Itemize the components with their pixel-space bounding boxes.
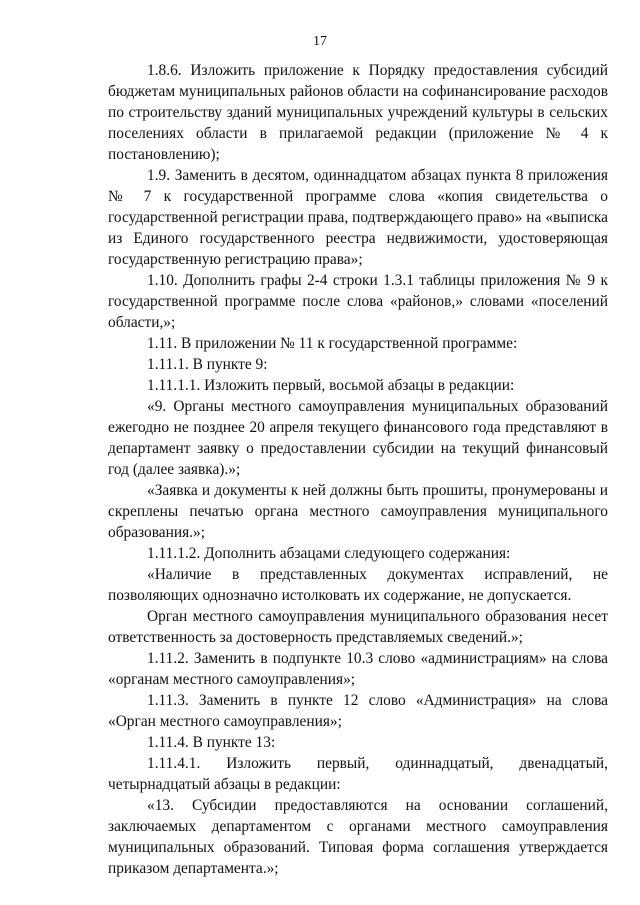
paragraph-1-9: 1.9. Заменить в десятом, одиннадцатом абзацах пункта 8 приложения № 7 к государственной программе слова «копия свидетельства о государственной регистрации права, подтверждающего право» на «выписка из Единого государственного реестра недвижимости, удостоверяющая государственную регистрацию права»; <box>108 167 608 268</box>
paragraph-1-11-4-1: 1.11.4.1. Изложить первый, одиннадцатый, двенадцатый, четырнадцатый абзацы в редакции: <box>108 755 608 793</box>
quote-item-9: «9. Органы местного самоуправления муниципальных образований ежегодно не позднее 20 апреля текущего финансового года представляют в департамент заявку о предоставлении субсидии на текущий финансовый год (далее заявка).»; <box>108 398 608 478</box>
paragraph-1-11-3: 1.11.3. Заменить в пункте 12 слово «Администрация» на слова «Орган местного самоуправления»; <box>108 692 608 730</box>
document-body <box>108 60 608 879</box>
paragraph-1-11-1-1: 1.11.1.1. Изложить первый, восьмой абзацы в редакции: <box>147 377 515 394</box>
paragraph-1-10: 1.10. Дополнить графы 2-4 строки 1.3.1 таблицы приложения № 9 к государственной программе после слова «районов,» словами «поселений области,»; <box>108 272 608 331</box>
quote-application-docs: «Заявка и документы к ней должны быть прошиты, пронумерованы и скреплены печатью органа местного самоуправления муниципального образования.»; <box>108 482 608 541</box>
quote-responsibility: Орган местного самоуправления муниципального образования несет ответственность за достоверность представляемых сведений.»; <box>108 608 608 646</box>
paragraph-1-11-1-2: 1.11.1.2. Дополнить абзацами следующего содержания: <box>147 545 511 562</box>
page-number: 17 <box>313 34 327 49</box>
quote-corrections: «Наличие в представленных документах исправлений, не позволяющих однозначно истолковать их содержание, не допускается. <box>108 566 608 604</box>
quote-item-13: «13. Субсидии предоставляются на основании соглашений, заключаемых департаментом с органами местного самоуправления муниципальных образований. Типовая форма соглашения утверждается приказом департамента.»; <box>108 797 608 877</box>
paragraph-1-11: 1.11. В приложении № 11 к государственной программе: <box>147 335 518 352</box>
paragraph-1-8-6: 1.8.6. Изложить приложение к Порядку предоставления субсидий бюджетам муниципальных районов области на софинансирование расходов по строительству зданий муниципальных учреждений культуры в сельских поселениях области в прилагаемой редакции (приложение № 4 к постановлению); <box>108 62 608 163</box>
paragraph-1-11-2: 1.11.2. Заменить в подпункте 10.3 слово «администрациям» на слова «органам местного самоуправления»; <box>108 650 608 688</box>
paragraph-1-11-4: 1.11.4. В пункте 13: <box>147 734 276 751</box>
paragraph-1-11-1: 1.11.1. В пункте 9: <box>147 356 268 373</box>
